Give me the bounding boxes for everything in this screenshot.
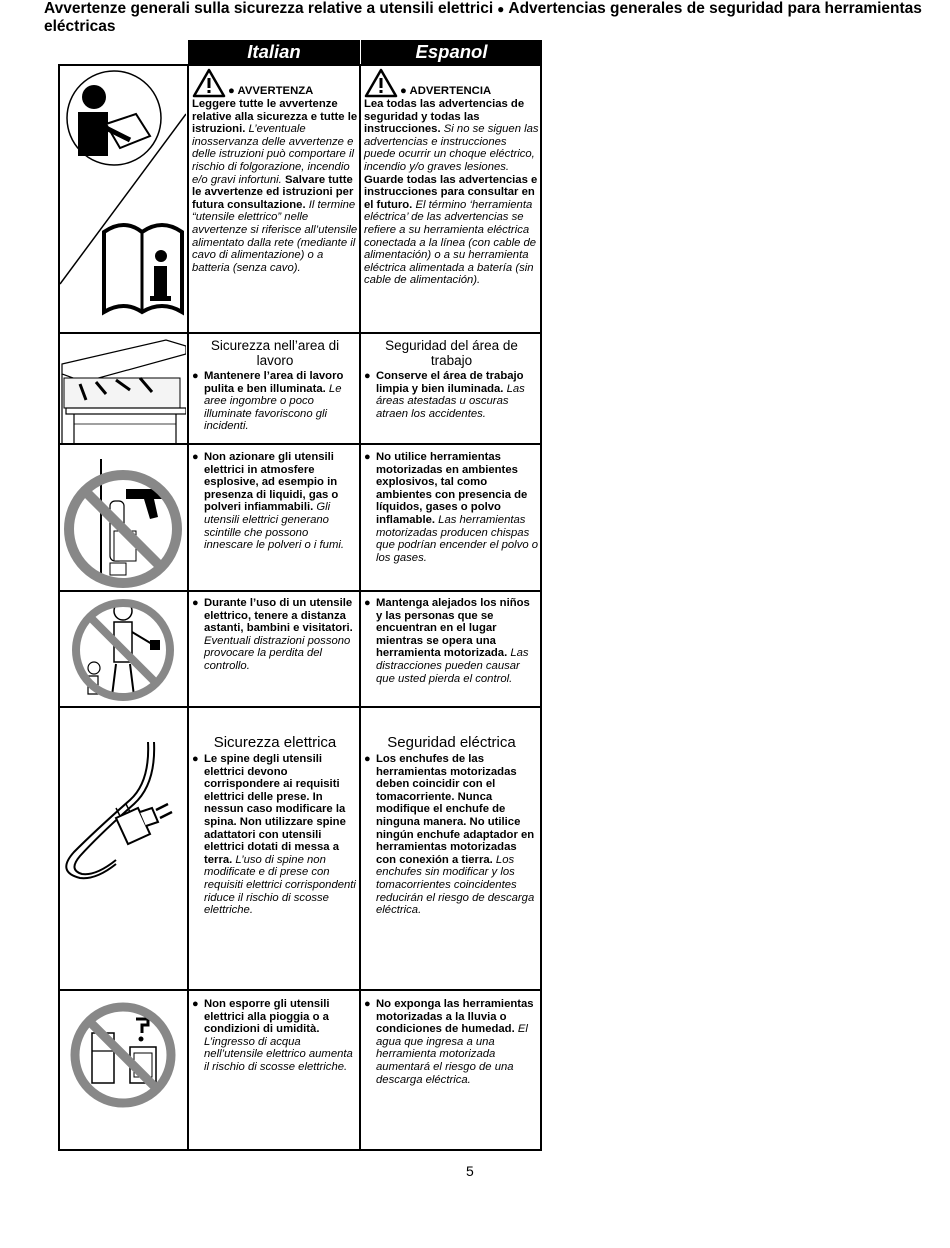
- no-bystanders-icon: [60, 592, 186, 706]
- rule-text-bold: Conserve el área de trabajo limpia y bien iluminada.: [376, 370, 524, 395]
- column-header-italian: Italian: [188, 40, 360, 64]
- work-area-italian: Sicurezza nell’area di lavoro ● Mantenere l’area di lavoro pulita e ben illuminata. Le aree ingombre o poco illuminate favoriscono gli incidenti.: [190, 338, 360, 433]
- electrical-safety-spanish: Seguridad eléctrica ● Los enchufes de las herramientas motorizadas deben coincidir con el tomacorriente. Nunca modifique el enchufe de ninguna manera. No utilice ningún enchufe adaptador en herramientas motorizadas con conexión a tierra. Los enchufes sin modificar y los tomacorrientes coincidentes reducirán el riesgo de descarga eléctrica.: [362, 734, 541, 917]
- rule-text-bold: Durante l’uso di un utensile elettrico, tenere a distanza astanti, bambini e visitatori.: [204, 597, 353, 635]
- section-title: Sicurezza elettrica: [213, 734, 337, 751]
- warning-text-bold: Guarde todas las advertencias e instrucciones para consultar en el futuro.: [364, 173, 538, 211]
- rule-text-italic: Le aree ingombre o poco illuminate favoriscono gli incidenti.: [204, 382, 342, 433]
- rule-text-italic: L’ingresso di acqua nell’utensile elettrico aumenta il rischio di scosse elettriche.: [204, 1035, 353, 1073]
- no-flammables-icon: [60, 445, 186, 590]
- page-number: 5: [466, 1163, 474, 1179]
- warning-text-bold: Leggere tutte le avvertenze relative alla sicurezza e tutte le istruzioni.: [192, 98, 358, 136]
- title-separator: ●: [497, 2, 505, 16]
- section-title: Seguridad del área de trabajo: [385, 338, 518, 368]
- section-title: Sicurezza nell’area di lavoro: [210, 338, 340, 368]
- explosive-atmosphere-italian: ● Non azionare gli utensili elettrici in atmosfere esplosive, ad esempio in presenza di liquidi, gas o polveri infiammabili. Gli utensili elettrici generano scintille che possono innescare le polveri o i fumi.: [192, 451, 345, 552]
- moisture-spanish: ● No exponga las herramientas motorizadas a la lluvia o condiciones de humedad. El agua que ingresa a una herramienta motorizada aumentará el riesgo de una descarga eléctrica.: [364, 998, 534, 1086]
- rule-text-italic: Los enchufes sin modificar y los tomacorrientes coincidentes reducirán el riesgo de descarga eléctrica.: [376, 853, 535, 917]
- electrical-safety-italian: Sicurezza elettrica ● Le spine degli utensili elettrici devono corrispondere ai requisiti elettrici delle prese. In nessun caso modificare la spina. Non utilizzare spine adattatori con utensili elettrici dotati di messa a terra. L’uso di spine non modificate e di prese con requisiti elettrici corrispondenti riduce il rischio di scosse elettriche.: [190, 734, 360, 917]
- rule-text-italic: Las herramientas motorizadas producen chispas que podrían encender el polvo o los gases.: [376, 513, 539, 564]
- section-title: Seguridad eléctrica: [387, 734, 516, 751]
- column-header-spanish: Espanol: [361, 40, 542, 64]
- general-warning-spanish: ● ADVERTENCIA Lea todas las advertencias de seguridad y todas las instrucciones. Si no se siguen las advertencias e instrucciones puede ocurrir un choque eléctrico, incendio y/o graves lesiones. Guarde todas las advertencias e instrucciones para consultar en el futuro. El término ‘herramienta eléctrica’ de las advertencias se refiere a su herramienta eléctrica conectada a la línea (con cable de alimentación) o a su herramienta eléctrica alimentada a batería (sin cable de alimentación).: [362, 68, 541, 287]
- warning-text-bold: Lea todas las advertencias de seguridad y todas las instrucciones.: [364, 98, 525, 136]
- warning-text-italic: Il termine “utensile elettrico” nelle avvertenze si riferisce all’utensile alimentato dalla rete (mediante il cavo di alimentazione) o a batteria (senza cavo).: [192, 198, 358, 274]
- explosive-atmosphere-spanish: ● No utilice herramientas motorizadas en ambientes explosivos, tal como ambientes con presencia de líquidos, gases o polvo inflamable. Las herramientas motorizadas producen chispas que podrían encender el polvo o los gases.: [364, 451, 539, 564]
- reading-manual-icon: [60, 66, 186, 332]
- warning-text-bold: Salvare tutte le avvertenze ed istruzioni per futura consultazione.: [192, 173, 354, 211]
- warning-heading: AVVERTENZA: [237, 85, 314, 98]
- page-title-italian: Avvertenze generali sulla sicurezza relative a utensili elettrici: [44, 0, 494, 17]
- rule-text-bold: Le spine degli utensili elettrici devono corrispondere ai requisiti elettrici delle prese. In nessun caso modificare la spina. Non utilizzare spine adattatori con utensili elettrici dotati di messa a terra.: [204, 753, 346, 866]
- rule-text-italic: Las distracciones pueden causar que usted pierda el control.: [376, 647, 529, 685]
- rule-text-italic: El agua que ingresa a una herramienta motorizada aumentará el riesgo de una descarga eléctrica.: [376, 1023, 528, 1086]
- rule-text-bold: Non esporre gli utensili elettrici alla pioggia o a condizioni di umidità.: [204, 998, 330, 1036]
- warning-triangle-icon: [364, 68, 398, 98]
- moisture-italian: ● Non esporre gli utensili elettrici alla pioggia o a condizioni di umidità. L’ingresso di acqua nell’utensile elettrico aumenta il rischio di scosse elettriche.: [192, 998, 353, 1073]
- warning-text-italic: L’eventuale inosservanza delle avvertenze e delle istruzioni può comportare il rischio di folgorazione, incendio e/o gravi infortuni.: [192, 123, 355, 186]
- rule-text-italic: Las áreas atestadas u oscuras atraen los accidentes.: [376, 382, 525, 420]
- work-area-spanish: Seguridad del área de trabajo ● Conserve el área de trabajo limpia y bien iluminada. Las áreas atestadas u oscuras atraen los accidentes.: [362, 338, 541, 420]
- bystanders-spanish: ● Mantenga alejados los niños y las personas que se encuentran en el lugar mientras se opera una herramienta motorizada. Las distracciones pueden causar que usted pierda el control.: [364, 597, 530, 685]
- bystanders-italian: ● Durante l’uso di un utensile elettrico, tenere a distanza astanti, bambini e visitatori. Eventuali distrazioni possono provocare la perdita del controllo.: [192, 597, 353, 672]
- electric-plug-icon: [60, 708, 186, 989]
- no-moisture-icon: [60, 991, 186, 1149]
- workbench-icon: [60, 334, 186, 443]
- rule-text-bold: Non azionare gli utensili elettrici in atmosfere esplosive, ad esempio in presenza di liquidi, gas o polveri infiammabili.: [204, 451, 339, 514]
- rule-text-italic: Eventuali distrazioni possono provocare la perdita del controllo.: [204, 634, 351, 672]
- page-title: [44, 0, 924, 35]
- warning-text-italic: Si no se siguen las advertencias e instrucciones puede ocurrir un choque eléctrico, incendio y/o graves lesiones.: [364, 123, 539, 173]
- rule-text-bold: Mantenere l’area di lavoro pulita e ben illuminata.: [204, 370, 344, 395]
- rule-text-bold: Mantenga alejados los niños y las personas que se encuentran en el lugar mientras se opera una herramienta motorizada.: [376, 597, 530, 660]
- column-divider: [187, 64, 189, 1151]
- warning-text-italic: El término ‘herramienta eléctrica’ de las advertencias se refiere a su herramienta eléctrica conectada a la línea (con cable de alimentación) o a su herramienta eléctrica alimentada a batería (sin cable de alimentación).: [364, 198, 537, 287]
- rule-text-italic: Gli utensili elettrici generano scintille che possono innescare le polveri o i fumi.: [204, 501, 345, 552]
- rule-text-bold: No exponga las herramientas motorizadas a la lluvia o condiciones de humedad.: [376, 998, 534, 1036]
- warning-heading: ADVERTENCIA: [409, 85, 492, 98]
- page-title-spanish: Advertencias generales de seguridad para herramientas eléctricas: [44, 0, 922, 35]
- warning-triangle-icon: [192, 68, 226, 98]
- rule-text-bold: Los enchufes de las herramientas motorizadas deben coincidir con el tomacorriente. Nunca modifique el enchufe de ninguna manera. No utilice ningún enchufe adaptador en herramientas motorizadas con conexión a tierra.: [376, 753, 535, 866]
- rule-text-italic: L’uso di spine non modificate e di prese con requisiti elettrici corrispondenti riduce il rischio di scosse elettriche.: [204, 853, 356, 917]
- general-warning-italian: ● AVVERTENZA Leggere tutte le avvertenze relative alla sicurezza e tutte le istruzioni. L’eventuale inosservanza delle avvertenze e delle istruzioni può comportare il rischio di folgorazione, incendio e/o gravi infortuni. Salvare tutte le avvertenze ed istruzioni per futura consultazione. Il termine “utensile elettrico” nelle avvertenze si riferisce all’utensile alimentato dalla rete (mediante il cavo di alimentazione) o a batteria (senza cavo).: [190, 68, 360, 274]
- rule-text-bold: No utilice herramientas motorizadas en ambientes explosivos, tal como ambientes con presencia de líquidos, gases o polvo inflamable.: [376, 451, 528, 526]
